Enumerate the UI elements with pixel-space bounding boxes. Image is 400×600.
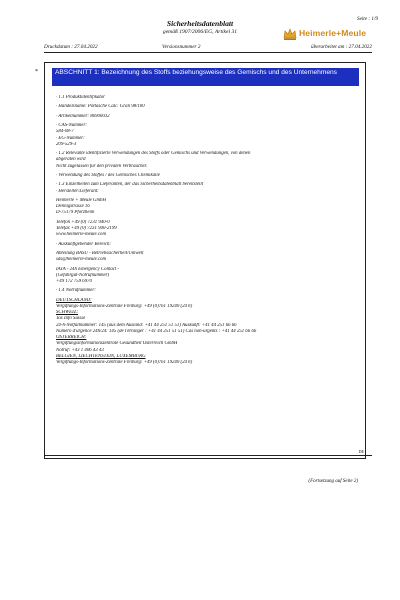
document-title: Sicherheitsdatenblatt (166, 19, 234, 28)
content-line: Notruf: +43 1 406 43 43 (56, 347, 104, 353)
content-line: IATA - 24h Emergency Contact - (56, 266, 120, 272)
footer-divider (44, 455, 372, 456)
content-line: 209-529-3 (56, 141, 77, 147)
content-line: · Auskunftgebender Bereich: (56, 241, 112, 247)
content-line: D-75179 Pforzheim (56, 210, 95, 216)
document-subtitle: gemäß 1907/2006/EG, Artikel 31 (162, 29, 238, 35)
content-line: · Handelsname: Pottasche Calc. Gran 98/100 (56, 104, 145, 110)
content-line: Heimerle + Meule GmbH (56, 197, 106, 203)
content-line: abgeraten wird (56, 157, 86, 163)
content-line: Vergiftungs-Informations-Zentrale Freiburg: +49 (0)761 19240 (24 h) (56, 303, 193, 309)
content-line: www.heimerle-meule.com (56, 232, 106, 238)
crown-logo-icon (283, 27, 297, 41)
content-line: 584-08-7 (56, 129, 74, 135)
content-line: Nicht zugelassen für den privaten Verbraucher. (56, 163, 148, 169)
content-line: · 1.3 Einzelheiten zum Lieferanten, der das Sicherheitsdatenblatt bereitstellt (56, 182, 204, 188)
content-line: Vergiftungs-Informations-Zentrale Freiburg: +49 (0)761 19240 (24 h) (56, 360, 193, 366)
page-number: Seite : 1/9 (356, 16, 378, 22)
content-line: sds@heimerle-meule.com (56, 257, 107, 263)
content-line: (Gefahrgut-Notrufnummer) (56, 272, 110, 278)
content-line: · Verwendung des Stoffes / des Gemisches Chemikalie (56, 172, 160, 178)
header-divider (44, 52, 372, 53)
content-line: · CAS-Nummer: (56, 123, 87, 129)
content-line: · 1.4 Notrufnummer: (56, 288, 96, 294)
version-number: Versionsnummer 2 (162, 44, 201, 50)
content-line: ÖSTERREICH: (56, 335, 87, 341)
content-line: 24-h-Notfallnummer: 145 (aus dem Ausland: +41 44 251 51 51) Auskunft: +41 44 251 66 66 (56, 322, 237, 328)
content-line: Telefon +49 (0) 7231 940-0 (56, 219, 110, 225)
company-logo (283, 27, 375, 41)
content-line: Numéro d'urgence 24h/24: 145 (de l'étranger : +41 44 251 51 51) Cas non-urgents : +41 44 251 66 66 (56, 328, 257, 334)
revision-date: überarbeitet am : 27.04.2022 (311, 44, 372, 50)
content-line: · Artikelnummer: 86900032 (56, 113, 110, 119)
change-marker: * (35, 69, 38, 75)
content-line: · EG-Nummer: (56, 135, 85, 141)
language-code: DE (358, 449, 364, 454)
content-line: Abteilung BASU - Betriebssicherheit/Umwelt (56, 250, 144, 256)
logo-text: Heimerle+Meule (299, 28, 367, 38)
content-line: SCHWEIZ: (56, 310, 79, 316)
content-line: Vergiftungsinformationszentrale Gesundheit Österreich GmbH (56, 341, 178, 347)
content-line: Dennigstrasse 16 (56, 204, 90, 210)
section-content (56, 95, 361, 366)
content-line: Tox Info Suisse (56, 316, 86, 322)
content-line: Telefax +49 (0) 7231 940-2199 (56, 226, 117, 231)
continued-note: (Fortsetzung auf Seite 2) (308, 479, 358, 484)
content-line: DEUTSCHLAND: (56, 297, 92, 303)
content-line: · Hersteller/Lieferant: (56, 188, 99, 194)
content-line: BELGIEN, LIECHTENSTEIN, LUXEMBURG (56, 353, 146, 359)
section-title-bar: ABSCHNITT 1: Bezeichnung des Stoffs beziehungsweise des Gemischs und des Unternehmens (52, 68, 359, 86)
content-line: · 1.1 Produktidentifikator (56, 95, 106, 100)
content-line: · 1.2 Relevante identifizierte Verwendungen des Stoffs oder Gemischs und Verwendungen, von denen (56, 151, 251, 157)
print-date: Druckdatum : 27.04.2022 (44, 44, 98, 50)
content-line: +49 172 759 6970 (56, 279, 92, 285)
